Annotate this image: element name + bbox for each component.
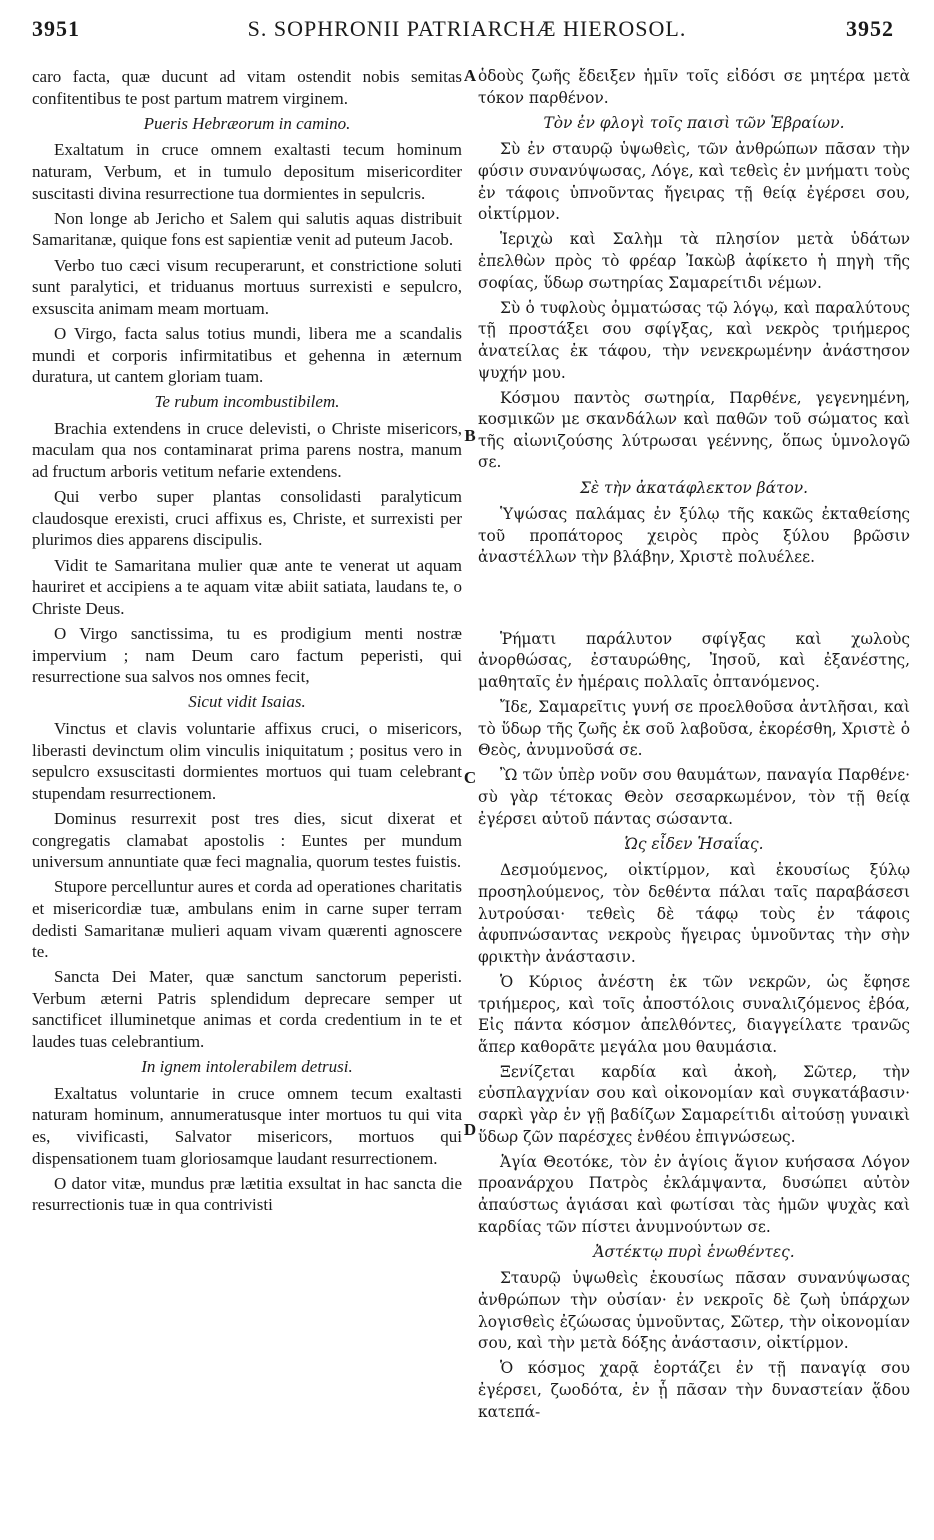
latin-paragraph: Sancta Dei Mater, quæ sanctum sanctorum peperisti. Verbum æterni Patris splendidum deprecare semper ut sanctificet illuminetque animas et corda credentium in te et laudes tuas celebrantium. [32,967,462,1052]
margin-marker-d: D [463,1120,477,1139]
greek-paragraph: Ῥήματι παράλυτον σφίγξας καὶ χωλοὺς ἀνορθώσας, ἐσταυρώθης, Ἰησοῦ, καὶ ἐξανέστης, μαθηταῖς ἐν ἡμέραις πολλαῖς ὀπτανόμενος. [478,629,910,691]
greek-paragraph: Δεσμούμενος, οἰκτίρμον, καὶ ἑκουσίως ξύλῳ προσηλούμενος, τὸν δεθέντα πάλαι ταῖς παραβάσεσι λυτρούσαι· τεθεὶς δὲ τάφῳ τοὺς ἐν τάφοις ἀφυπνώσαντας νεκροὺς ἤγειρας ὑμνοῦντας τὴν σὴν φρικτὴν ἀνάστασιν. [478,861,910,966]
margin-marker-a: A [463,66,477,85]
greek-paragraph: Σταυρῷ ὑψωθεὶς ἑκουσίως πᾶσαν συνανύψωσας ἀνθρώπων τὴν οὐσίαν· ἐν νεκροῖς δὲ ζωὴ ὑπάρχων λογισθεὶς ἐζώωσας ὑμνοῦντας, Σῶτερ, τὴν οἰκονομίαν σου, καὶ τὴν μετὰ δόξης ἀνάστασιν, οἰκτίρμον. [478,1269,910,1353]
greek-paragraph: Σὺ ἐν σταυρῷ ὑψωθεὶς, τῶν ἀνθρώπων πᾶσαν τὴν φύσιν συνανύψωσας, Λόγε, καὶ τεθεὶς ἐν μνήματι τοὺς ἐν τάφοις ὑπνοῦντας ἤγειρας τῇ θείᾳ ἐγέρσει σου, οἰκτίρμον. [478,140,910,224]
latin-paragraph: Stupore percelluntur aures et corda ad operationes charitatis et misericordiæ tuæ, ambulans enim in carne super terram dedisti Samaritanæ mulieri aquam vivam quærenti agnoscere te. [32,877,462,962]
latin-heading: In ignem intolerabilem detrusi. [141,1057,353,1077]
latin-paragraph: Qui verbo super plantas consolidasti paralyticum claudosque erexisti, cruci affixus es, Christe, et surrexisti per plurimos dies apparens discipulis. [32,487,462,550]
blank-gap [478,573,910,629]
latin-paragraph: Exaltatus voluntarie in cruce omnem tecum exaltasti naturam hominum, annumeratusque inter mortuos tu qui vita es, vivificasti, Salvator misericors, mortuos qui dispensationem tuam gloriosamque laudant resurrectionem. [32,1083,462,1168]
greek-paragraph: Ὑψώσας παλάμας ἐν ξύλῳ τῆς κακῶς ἐκταθείσης τοῦ προπάτορος χειρὸς πρὸς ξύλου βρῶσιν ἀναστέλλων τὴν βλάβην, Χριστὲ πολυέλεε. [478,505,910,567]
latin-paragraph: Exaltatum in cruce omnem exaltasti tecum hominum naturam, Verbum, et in tumulo depositum misericorditer suscitasti divina resurrectione tua dormientes in sepulcris. [32,140,462,203]
greek-paragraph: Σὺ ὁ τυφλοὺς ὀμματώσας τῷ λόγῳ, καὶ παραλύτους τῇ προστάξει σου σφίγξας, καὶ νεκρὸς τριήμερος ἀνατείλας ἐκ τάφου, τὴν νενεκρωμένην ἀνάστησον ψυχήν μου. [478,298,910,382]
latin-paragraph: caro facta, quæ ducunt ad vitam ostendit nobis semitas confitentibus te post partum matrem virginem. [32,67,462,108]
page-header [0,0,934,52]
latin-paragraph: Dominus resurrexit post tres dies, sicut dixerat et congregatis clamabat apostolis : Euntes per mundum universum annuntiate quæ feci magnalia, quorum testes fuistis. [32,808,462,872]
greek-heading: Ὡς εἶδεν Ἡσαΐας. [624,834,764,853]
latin-heading: Te rubum incombustibilem. [154,392,340,412]
left-column-number: 3951 [32,16,80,41]
latin-paragraph: O Virgo sanctissima, tu es prodigium menti nostræ impervium ; nam Deum caro factum peperisti, qui resurrectione sua salvos nos omnes fecit, [32,624,462,687]
greek-paragraph: Κόσμου παντὸς σωτηρία, Παρθένε, γεγενημένη, κοσμικῶν με σκανδάλων καὶ παθῶν τοῦ σώματος καὶ τῆς αἰωνιζούσης λύτρωσαι γεέννης, ὅπως ὑμνολογῶ σε. [478,388,910,472]
latin-heading: Sicut vidit Isaias. [188,692,306,712]
greek-paragraph: Ὢ τῶν ὑπὲρ νοῦν σου θαυμάτων, παναγία Παρθένε· σὺ γὰρ τέτοκας Θεὸν σεσαρκωμένον, τὸν τῇ θείᾳ ἐγέρσει αὐτοῦ πάντας σώσαντα. [478,766,910,828]
greek-paragraph: Ὁ Κύριος ἀνέστη ἐκ τῶν νεκρῶν, ὡς ἔφησε τριήμερος, καὶ τοῖς ἀποστόλοις συναλιζόμενος ἐβόα, Εἰς πάντα κόσμον ἀπελθόντες, διαγγείλατε τρανῶς ἅπερ καθορᾶτε μεγάλα μου θαυμάσια. [478,972,910,1056]
greek-heading: Ἀστέκτῳ πυρὶ ἑνωθέντες. [593,1242,795,1261]
greek-column [478,66,910,1427]
latin-paragraph: O Virgo, facta salus totius mundi, libera me a scandalis mundi et corporis infirmitatibus et gehenna in æternum duratura, ut cantem gloriam tuam. [32,323,462,387]
greek-heading: Σὲ τὴν ἀκατάφλεκτον βάτον. [579,478,809,497]
greek-heading: Τὸν ἐν φλογὶ τοῖς παισὶ τῶν Ἑβραίων. [543,113,845,132]
greek-paragraph: ὁδοὺς ζωῆς ἔδειξεν ἡμῖν τοῖς εἰδόσι σε μητέρα μετὰ τόκον παρθένον. [478,67,910,107]
running-title: S. SOPHRONII PATRIARCHÆ HIEROSOL. [247,16,687,41]
latin-paragraph: Non longe ab Jericho et Salem qui salutis aquas distribuit Samaritanæ, quique fons est sapientiæ venit ad puteum Jacob. [32,208,462,250]
latin-paragraph: Vidit te Samaritana mulier quæ ante te venerat ut aquam hauriret et accipiens a te aquam vitæ abiit satiata, laudans te, o Christe Deus. [32,555,462,618]
greek-paragraph: Ἱεριχὼ καὶ Σαλὴμ τὰ πλησίον μετὰ ὑδάτων ἐπελθὼν πρὸς τὸ φρέαρ Ἰακὼβ ἀφίκετο ἡ πηγὴ τῆς σοφίας, ὕδωρ σωτηρίας Σαμαρείτιδι νέμων. [478,230,910,292]
greek-paragraph: Ξενίζεται καρδία καὶ ἀκοὴ, Σῶτερ, τὴν εὐσπλαγχνίαν σου καὶ οἰκονομίαν καὶ συγκατάβασιν· σαρκὶ γὰρ ἐν γῇ βαδίζων Σαμαρείτιδι αἰτούσῃ γυναικὶ ὕδωρ ζῶν παρέσχες ἐνθέου ἐπιγνώσεως. [478,1062,910,1146]
greek-paragraph: Ἴδε, Σαμαρεῖτις γυνή σε προελθοῦσα ἀντλῆσαι, καὶ τὸ ὕδωρ τῆς ζωῆς ἐκ σοῦ λαβοῦσα, ἐκορέσθη, Χριστὲ ὁ Θεὸς, ἀνυμνοῦσά σε. [478,698,910,760]
right-column-number: 3952 [846,16,894,41]
margin-marker-b: B [464,426,476,445]
latin-paragraph: O dator vitæ, mundus præ lætitia exsultat in hac sancta die resurrectionis tuæ in qua contrivisti [32,1173,462,1215]
latin-paragraph: Verbo tuo cæci visum recuperarunt, et constrictione soluti sunt paralytici, et triduanus mortuus surrexisti e sepulcro, exsuscita animam meam mortuam. [32,255,462,318]
greek-paragraph: Ὁ κόσμος χαρᾷ ἑορτάζει ἐν τῇ παναγίᾳ σου ἐγέρσει, ζωοδότα, ἐν ᾗ πᾶσαν τὴν δυναστείαν ᾅδου κατεπά- [478,1359,910,1421]
greek-paragraph: Ἁγία Θεοτόκε, τὸν ἐν ἁγίοις ἅγιον κυήσασα Λόγον προανάρχου Πατρὸς ἐκλάμψαντα, δυσώπει αὐτὸν ἀπαύστως ἁγιάσαι καὶ φωτίσαι τὰς ἡμῶν ψυχὰς καὶ καρδίας τῶν πίστει ἀνυμνούντων σε. [478,1152,910,1236]
latin-paragraph: Vinctus et clavis voluntarie affixus cruci, o misericors, liberasti devinctum olim vinculis iniquitatum ; positus vero in sepulcro exsuscitasti dormientes mortuos qui tuam celebrant stupendam resurrectionem. [32,718,462,803]
latin-heading: Pueris Hebræorum in camino. [143,113,351,133]
latin-column [32,66,462,1220]
latin-paragraph: Brachia extendens in cruce delevisti, o Christe misericors, maculam qua nos contaminarat prima parens nostra, manum ad fructum arboris vetitum nefarie extendens. [32,418,462,482]
margin-marker-c: C [463,768,477,787]
